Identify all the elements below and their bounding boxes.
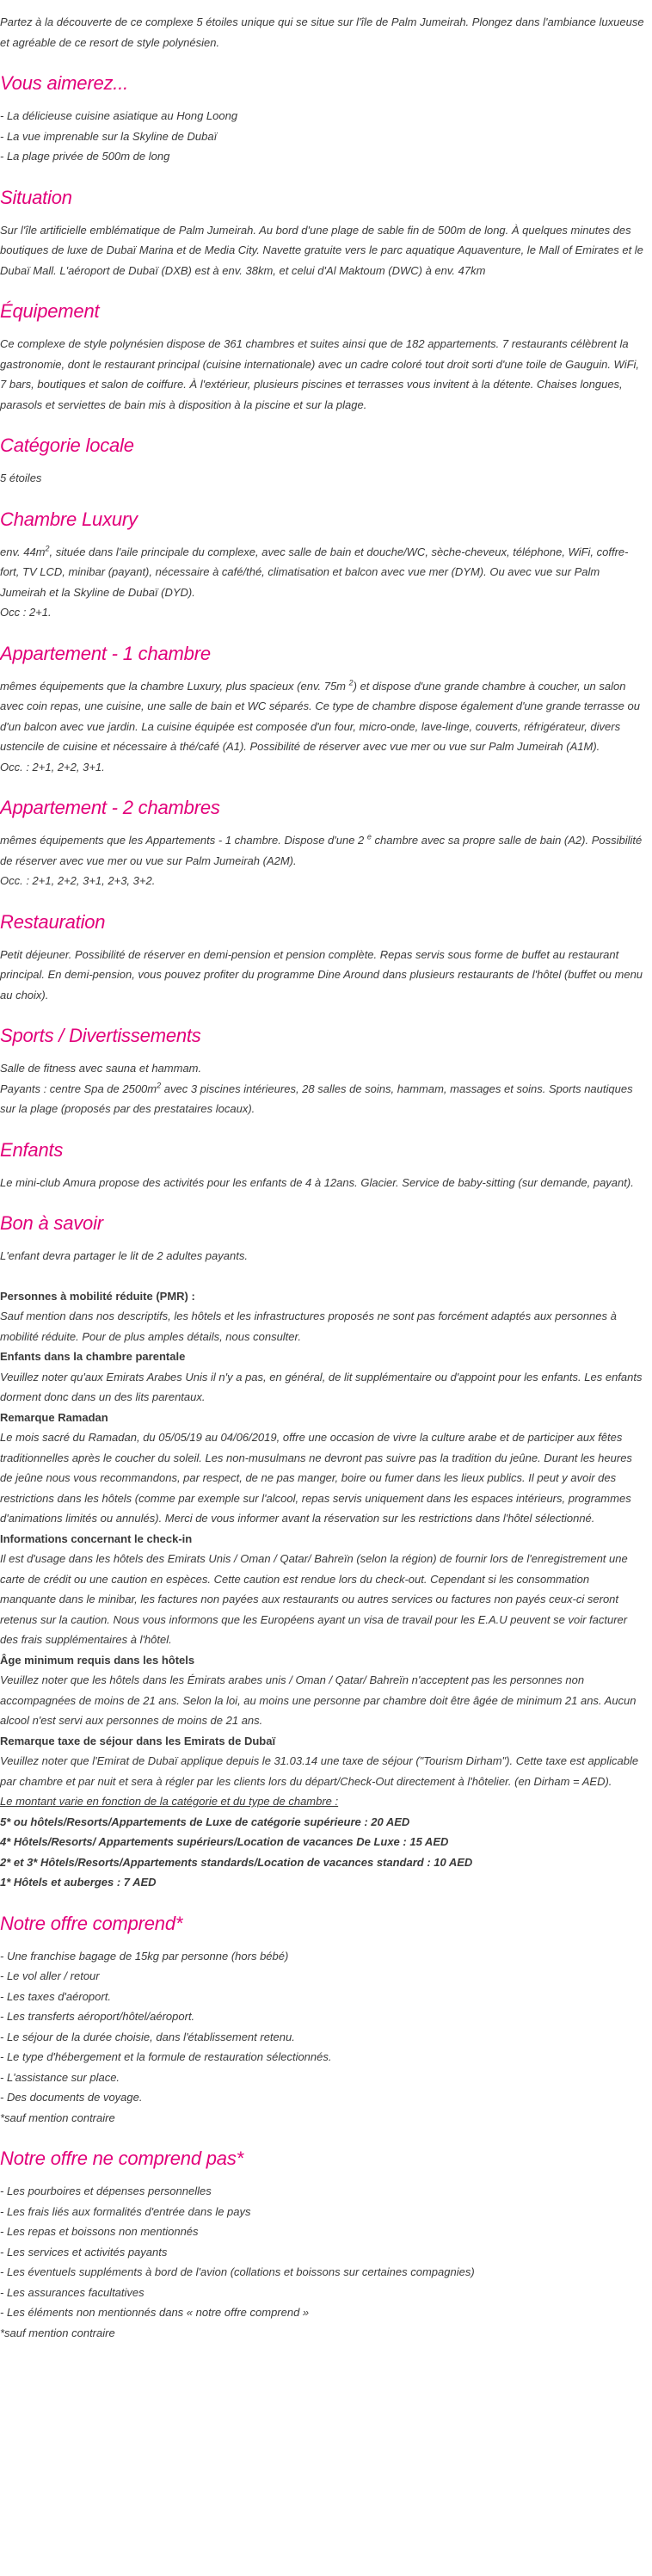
list-item: - Des documents de voyage. [0,2091,143,2104]
age-label: Âge minimum requis dans les hôtels [0,1653,195,1667]
categorie-text: 5 étoiles [0,471,42,484]
ramadan-label: Remarque Ramadan [0,1410,108,1424]
tax-line: 1* Hôtels et auberges : 7 AED [0,1876,157,1889]
offre-comprend-list [0,1946,645,2129]
list-item: - Les éventuels suppléments à bord de l'avion (collations et boissons sur certaines compagnies) [0,2265,475,2278]
appartement-2-text: mêmes équipements que les Appartements - 1 chambre. Dispose d'une 2 $^e$ chambre avec sa propre salle de bain (A2). Possibilité de réserver avec vue mer ou vue sur Palm Jumeirah (A2M). [0,832,643,867]
section-title-vous-aimerez: Vous aimerez... [0,72,129,94]
section-title-appartement-2: Appartement - 2 chambres [0,797,220,818]
section-title-restauration: Restauration [0,910,106,933]
pmr-text: Sauf mention dans nos descriptifs, les hôtels et les infrastructures proposés ne sont pas forcément adaptés aux personnes à mobilité réduite. Pour de plus amples détails, nous consulter. [0,1310,617,1343]
parentale-label: Enfants dans la chambre parentale [0,1350,186,1363]
tax-line: 4* Hôtels/Resorts/ Appartements supérieurs/Location de vacances De Luxe : 15 AED [0,1835,449,1848]
situation-text: Sur l'île artificielle emblématique de Palm Jumeirah. Au bord d'une plage de sable fin de 500m de long. À quelques minutes des boutiques de luxe de Dubaï Marina et de Media City. Navette gratuite vers le parc aquatique Aquaventure, le Mall of Emirates et le Dubaï Mall. L'aéroport de Dubaï (DXB) est à env. 38km, et celui d'Al Maktoum (DWC) à env. 47km [0,223,643,277]
section-title-chambre-luxury: Chambre Luxury [0,508,138,530]
list-item: - Les pourboires et dépenses personnelles [0,2185,212,2197]
list-item: - La plage privée de 500m de long [0,150,170,163]
appartement-2-occupancy: Occ. : 2+1, 2+2, 3+1, 2+3, 3+2. [0,874,156,887]
list-item: *sauf mention contraire [0,2111,115,2124]
list-item: - Les frais liés aux formalités d'entrée dans le pays [0,2204,251,2218]
list-item: - Le vol aller / retour [0,1969,100,1982]
chambre-luxury-text: env. $44m^2$, située dans l'aile principale du complexe, avec salle de bain et douche/WC, sèche-cheveux, téléphone, WiFi, coffre-fort, TV LCD, minibar (payant), nécessaire à café/thé, climatisation et balcon avec vue mer (DYM). Ou avec vue sur Palm Jumeirah et la Skyline de Dubaï (DYD). [0,544,629,599]
appartement-1-occupancy: Occ. : 2+1, 2+2, 3+1. [0,760,105,773]
list-item: - La vue imprenable sur la Skyline de Dubaï [0,129,218,143]
list-item: - Les éléments non mentionnés dans « notre offre comprend » [0,2306,310,2319]
list-item: - Une franchise bagage de 15kg par personne (hors bébé) [0,1949,289,1963]
chambre-luxury-occupancy: Occ : 2+1. [0,606,52,619]
pmr-label: Personnes à mobilité réduite (PMR) : [0,1289,195,1303]
tax-line: 2* et 3* Hôtels/Resorts/Appartements standards/Location de vacances standard : 10 AED [0,1855,473,1869]
section-title-appartement-1: Appartement - 1 chambre [0,642,211,664]
section-title-sports: Sports / Divertissements [0,1025,201,1046]
checkin-label: Informations concernant le check-in [0,1531,193,1545]
list-item: - Les transferts aéroport/hôtel/aéroport. [0,2010,195,2023]
bon-a-savoir-text: L'enfant devra partager le lit de 2 adultes payants. [0,1249,248,1262]
section-title-enfants: Enfants [0,1138,64,1161]
list-item: - Le type d'hébergement et la formule de restauration sélectionnés. [0,2050,332,2063]
section-title-bon-a-savoir: Bon à savoir [0,1212,103,1234]
spacer [0,1266,645,1286]
list-item: - Le séjour de la durée choisie, dans l'établissement retenu. [0,2030,295,2043]
sports-line1: Salle de fitness avec sauna et hammam. [0,1062,202,1075]
tax-line: 5* ou hôtels/Resorts/Appartements de Luxe de catégorie supérieure : 20 AED [0,1815,410,1828]
sports-text: Payants : centre Spa de $2500m^2$ avec 3 piscines intérieures, 28 salles de soins, hammam, massages et soins. Sports nautiques sur la plage (proposés par des prestataires locaux). [0,1081,633,1115]
section-title-categorie: Catégorie locale [0,434,134,456]
section-title-offre-ne-comprend-pas: Notre offre ne comprend pas* [0,2148,243,2169]
restauration-text: Petit déjeuner. Possibilité de réserver en demi-pension et pension complète. Repas servis sous forme de buffet au restaurant principal. En demi-pension, vous pouvez profiter du programme Dine Around dans plusieurs restaurants de l'hôtel (buffet ou menu au choix). [0,947,643,1001]
highlights-list [0,106,645,167]
list-item: - La délicieuse cuisine asiatique au Hong Loong [0,109,238,122]
ramadan-text: Le mois sacré du Ramadan, du 05/05/19 au 04/06/2019, offre une occasion de vivre la culture arabe et de participer aux fêtes traditionnelles après le coucher du soleil. Les non-musulmans ne devront pas suivre pas la tradition du jeûne. Durant les heures de jeûne nous vous recommandons, par respect, de ne pas manger, boire ou fumer dans les lieux publics. Il peut y avoir des restrictions dans les hôtels (comme par exemple sur l'alcool, repas servis uniquement dans les espaces intérieurs, programmes d'animations limités ou annulés). Merci de vous informer avant la réservation sur les restrictions dans l'hôtel sélectionné. [0,1431,632,1525]
appartement-1-text: mêmes équipements que la chambre Luxury, plus spacieux (env. 75m $^2$) et dispose d'une grande chambre à coucher, un salon avec coin repas, une cuisine, une salle de bain et WC séparés. Ce type de chambre dispose également d'une grande terrasse ou d'un balcon avec vue jardin. La cuisine équipée est composée d'un four, micro-onde, lave-linge, couverts, réfrigérateur, divers ustencile de cuisine et nécessaire à thé/café (A1). Possibilité de réserver avec vue mer ou vue sur Palm Jumeirah (A1M). [0,678,640,753]
intro-text: Partez à la découverte de ce complexe 5 étoiles unique qui se situe sur l'île de Palm Jumeirah. Plongez dans l'ambiance luxueuse et agréable de ce resort de style polynésien. [0,15,644,49]
section-title-situation: Situation [0,186,72,208]
list-item: - Les services et activités payants [0,2245,168,2259]
list-item: - Les taxes d'aéroport. [0,1989,111,2003]
parentale-text: Veuillez noter qu'aux Emirats Arabes Unis il n'y a pas, en général, de lit supplémentaire ou d'appoint pour les enfants. Les enfants dorment donc dans un des lits parentaux. [0,1370,643,1403]
equipement-text: Ce complexe de style polynésien dispose de 361 chambres et suites ainsi que de 182 appartements. 7 restaurants célèbrent la gastronomie, dont le restaurant principal (cuisine internationale) avec un cadre coloré tout droit sorti d'une toile de Gauguin. WiFi, 7 bars, boutiques et salon de coiffure. À l'extérieur, plusieurs piscines et terrasses vous invitent à la détente. Chaises longues, parasols et serviettes de bain mis à disposition à la piscine et sur la plage. [0,337,640,411]
list-item: *sauf mention contraire [0,2326,115,2339]
taxe-label: Remarque taxe de séjour dans les Emirats de Dubaï [0,1734,276,1747]
montant-label: Le montant varie en fonction de la catégorie et du type de chambre : [0,1795,339,1808]
list-item: - Les assurances facultatives [0,2285,145,2299]
list-item: - Les repas et boissons non mentionnés [0,2225,199,2238]
section-title-equipement: Équipement [0,300,100,322]
age-text: Veuillez noter que les hôtels dans les Émirats arabes unis / Oman / Qatar/ Bahreïn n'acceptent pas les personnes non accompagnées de moins de 21 ans. Selon la loi, au moins une personne par chambre doit être âgée de minimum 21 ans. Aucun alcool n'est servi aux personnes de moins de 21 ans. [0,1673,637,1727]
checkin-text: Il est d'usage dans les hôtels des Emirats Unis / Oman / Qatar/ Bahreïn (selon la région) de fournir lors de l'enregistrement une carte de crédit ou une caution en espèces. Cette caution est rendue lors du check-out. Cependant si les consommation manquante dans le minibar, les factures non payées aux restaurants ou autres services ou factures non payés ceux-ci seront retenus sur la caution. Nous vous informons que les Européens ayant un visa de travail pour les E.A.U peuvent se voir facturer des frais supplémentaires à l'hôtel. [0,1552,628,1646]
list-item: - L'assistance sur place. [0,2070,120,2084]
section-title-offre-comprend: Notre offre comprend* [0,1912,183,1934]
taxe-text: Veuillez noter que l'Emirat de Dubaï applique depuis le 31.03.14 une taxe de séjour ("Tourism Dirham"). Cette taxe est applicable par chambre et par nuit et sera à régler par les clients lors du départ/Check-Out directement à l'hôtelier. (en Dirham = AED). [0,1754,639,1788]
offre-ne-comprend-list [0,2181,645,2343]
enfants-text: Le mini-club Amura propose des activités pour les enfants de 4 à 12ans. Glacier. Service de baby-sitting (sur demande, payant). [0,1175,634,1189]
